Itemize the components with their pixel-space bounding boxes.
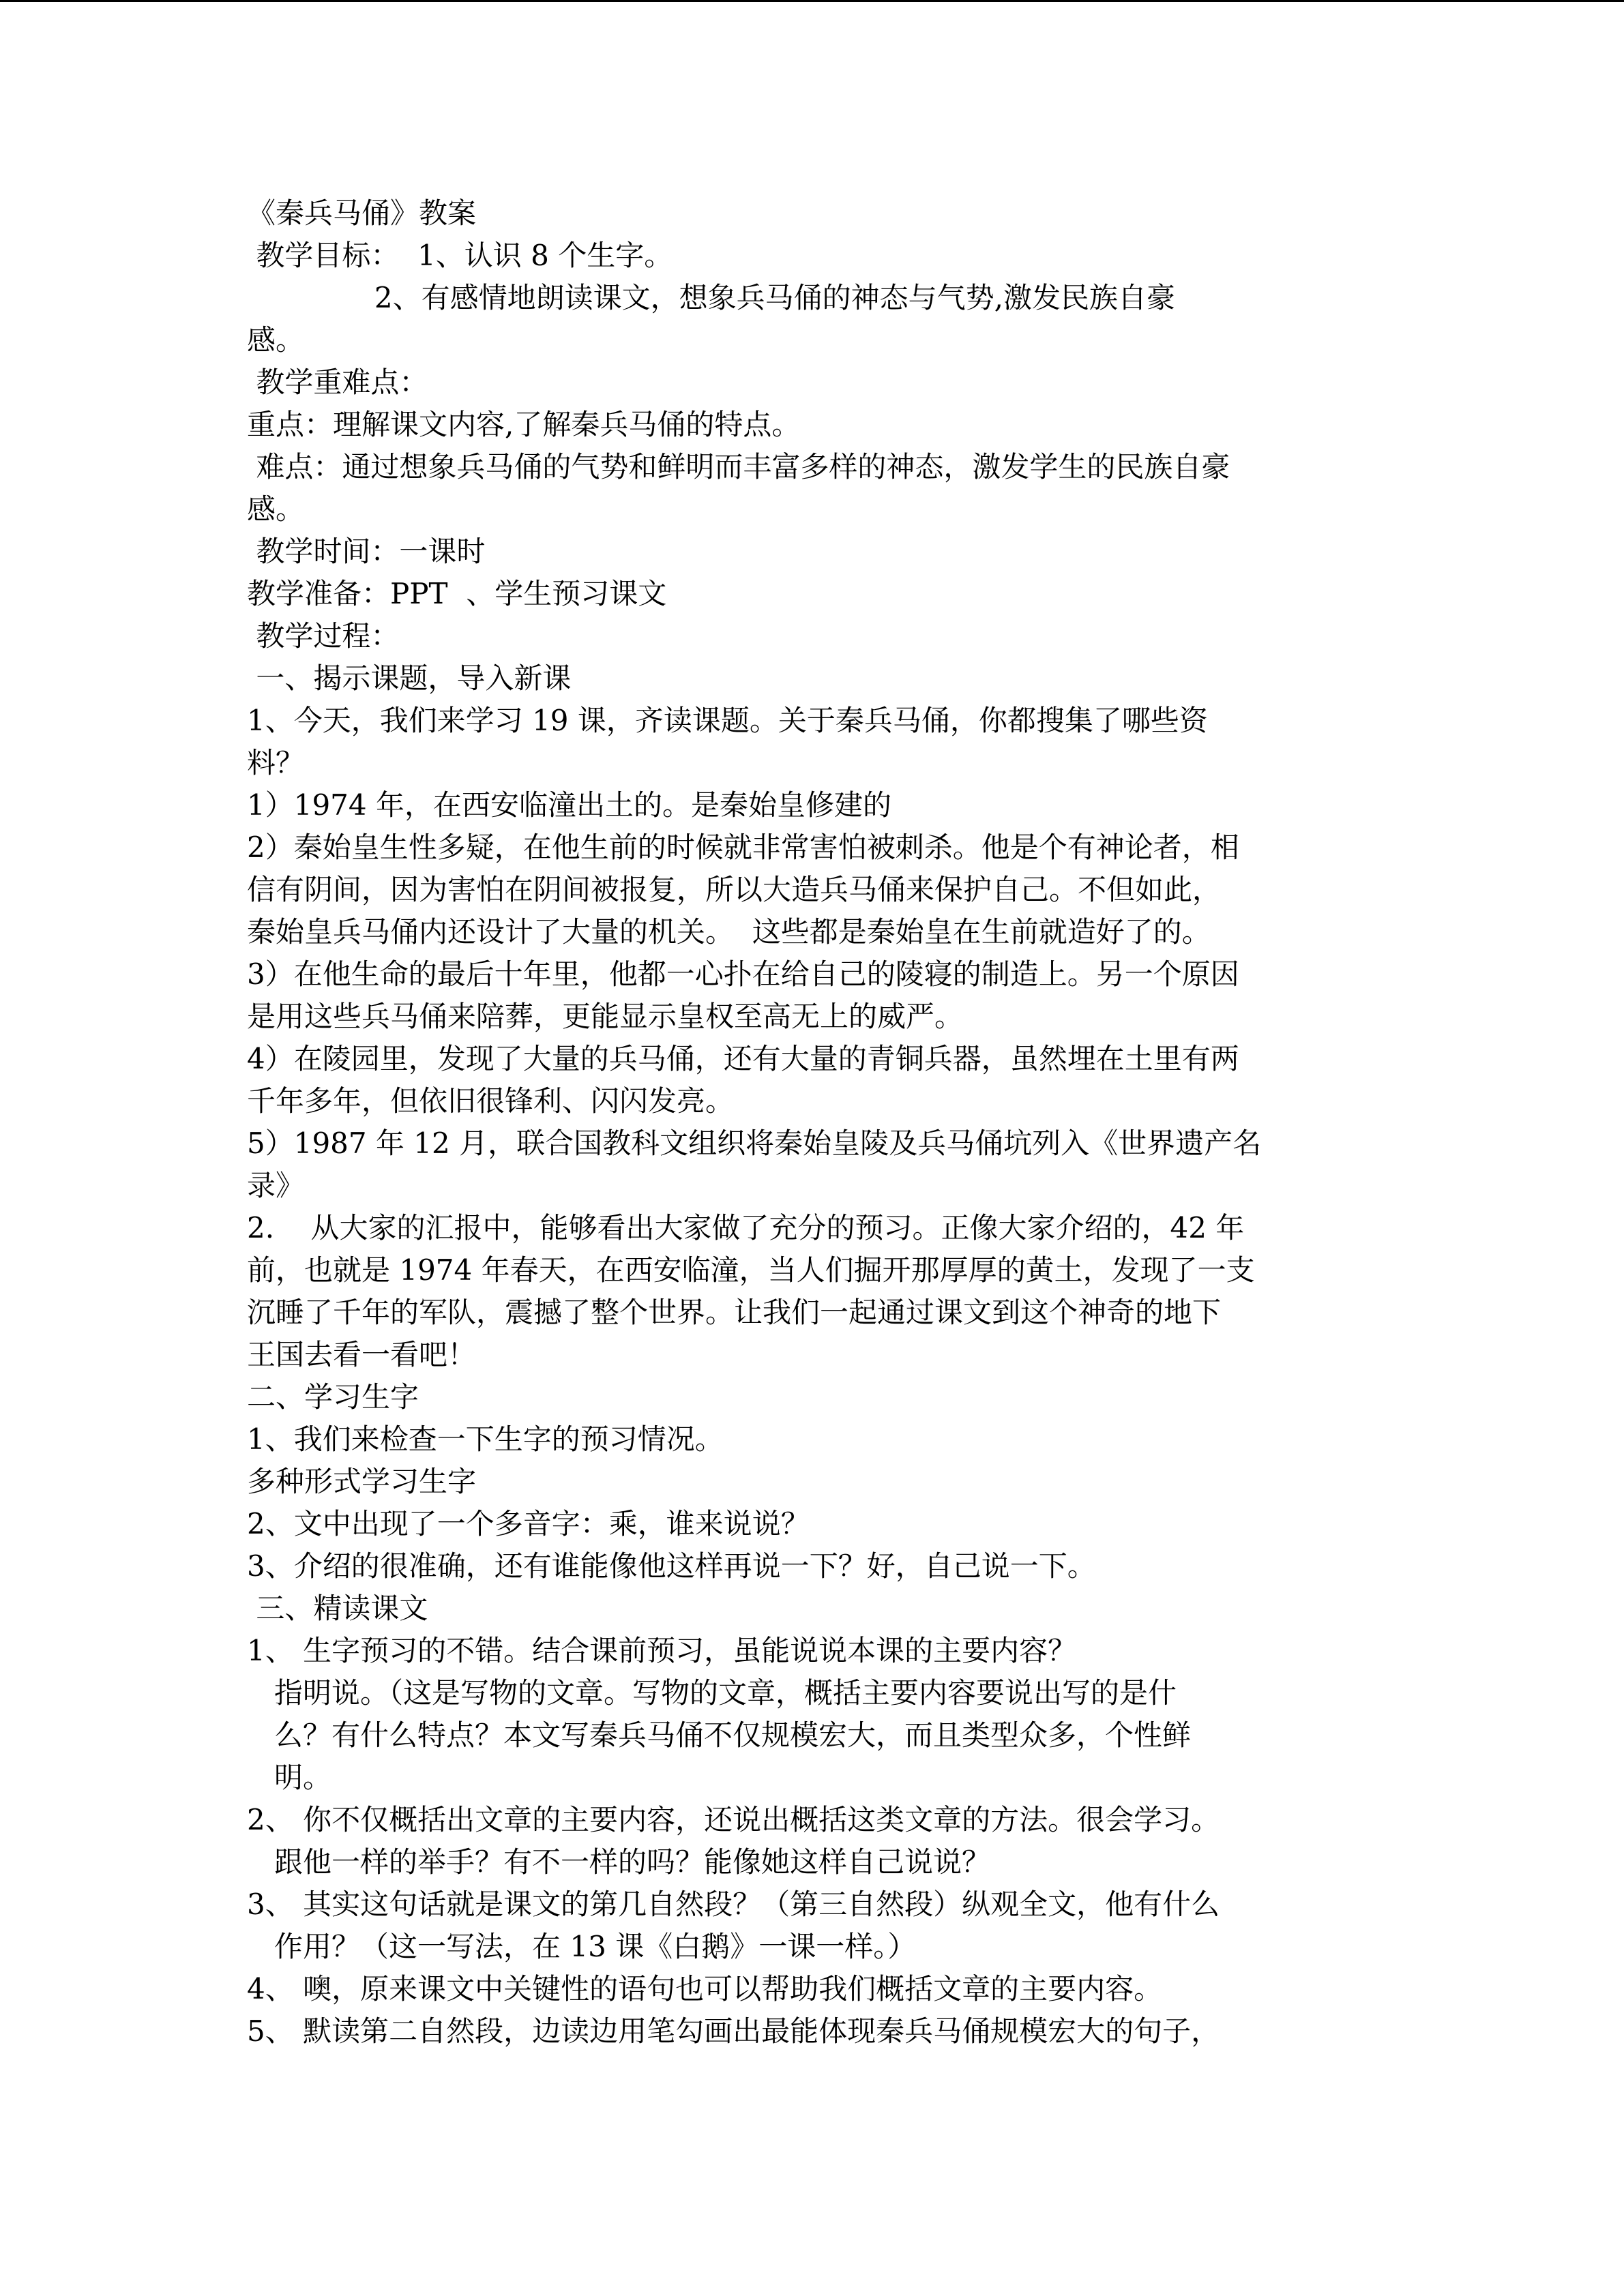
text-line: 1、我们来检查一下生字的预习情况。 (247, 1422, 724, 1456)
text-line: 前，也就是 1974 年春天，在西安临潼，当人们掘开那厚厚的黄土，发现了一支 (247, 1253, 1255, 1287)
text-line: 跟他一样的举手？有不一样的吗？能像她这样自己说说？ (247, 1845, 991, 1879)
text-line: 教学时间：一课时 (247, 535, 486, 568)
text-line: 教学重难点： (247, 366, 428, 399)
text-line: 2、文中出现了一个多音字：乘，谁来说说？ (247, 1507, 810, 1540)
text-line: 2、 你不仅概括出文章的主要内容，还说出概括这类文章的方法。很会学习。 (247, 1803, 1220, 1836)
text-line: 2、有感情地朗读课文，想象兵马俑的神态与气势,激发民族自豪 (247, 281, 1175, 314)
text-line: 重点：理解课文内容,了解秦兵马俑的特点。 (247, 408, 801, 441)
text-line: 1、 生字预习的不错。结合课前预习，虽能说说本课的主要内容？ (247, 1634, 1077, 1667)
text-line: 2. 从大家的汇报中，能够看出大家做了充分的预习。正像大家介绍的，42 年 (247, 1211, 1245, 1244)
text-line: 明。 (247, 1761, 332, 1794)
text-line: 教学准备：PPT 、学生预习课文 (247, 577, 667, 610)
text-line: 难点：通过想象兵马俑的气势和鲜明而丰富多样的神态，激发学生的民族自豪 (247, 450, 1230, 483)
text-line: 千年多年，但依旧很锋利、闪闪发亮。 (247, 1084, 735, 1118)
text-line: 3、 其实这句话就是课文的第几自然段？（第三自然段）纵观全文，他有什么 (247, 1888, 1220, 1921)
text-line: 是用这些兵马俑来陪葬，更能显示皇权至高无上的威严。 (247, 1000, 964, 1033)
text-line: 3）在他生命的最后十年里，他都一心扑在给自己的陵寝的制造上。另一个原因 (247, 957, 1239, 991)
document-body (247, 192, 1379, 2053)
text-line: 录》 (247, 1169, 305, 1202)
text-line: 王国去看一看吧！ (247, 1338, 477, 1371)
text-line: 么？有什么特点？本文写秦兵马俑不仅规模宏大，而且类型众多，个性鲜 (247, 1718, 1192, 1752)
doc-title: 《秦兵马俑》教案 (247, 196, 477, 230)
text-line: 4）在陵园里，发现了大量的兵马俑，还有大量的青铜兵器，虽然埋在土里有两 (247, 1042, 1239, 1075)
text-line: 5、 默读第二自然段，边读边用笔勾画出最能体现秦兵马俑规模宏大的句子， (247, 2014, 1220, 2048)
section-heading: 二、学习生字 (247, 1380, 419, 1414)
section-heading: 三、精读课文 (247, 1592, 428, 1625)
text-line: 3、介绍的很准确，还有谁能像他这样再说一下？好，自己说一下。 (247, 1549, 1096, 1583)
text-line: 教学过程： (247, 619, 400, 653)
text-line: 1）1974 年，在西安临潼出土的。是秦始皇修建的 (247, 788, 891, 822)
text-line: 1、今天，我们来学习 19 课，齐读课题。关于秦兵马俑，你都搜集了哪些资 (247, 704, 1208, 737)
text-line: 料？ (247, 746, 305, 779)
text-line: 多种形式学习生字 (247, 1465, 477, 1498)
text-line: 5）1987 年 12 月，联合国教科文组织将秦始皇陵及兵马俑坑列入《世界遗产名 (247, 1127, 1262, 1160)
text-line: 4、 噢，原来课文中关键性的语句也可以帮助我们概括文章的主要内容。 (247, 1972, 1163, 2006)
text-line: 感。 (247, 492, 305, 526)
top-border (0, 0, 1624, 2)
text-line: 沉睡了千年的军队，震撼了整个世界。让我们一起通过课文到这个神奇的地下 (247, 1296, 1222, 1329)
text-line: 教学目标： 1、认识 8 个生字。 (247, 239, 673, 272)
section-heading: 一、揭示课题，导入新课 (247, 661, 572, 695)
text-line: 感。 (247, 323, 305, 357)
text-line: 指明说。（这是写物的文章。写物的文章，概括主要内容要说出写的是什 (247, 1676, 1177, 1710)
text-line: 信有阴间，因为害怕在阴间被报复，所以大造兵马俑来保护自己。不但如此， (247, 873, 1222, 906)
text-line: 2）秦始皇生性多疑，在他生前的时候就非常害怕被刺杀。他是个有神论者，相 (247, 831, 1239, 864)
text-line: 秦始皇兵马俑内还设计了大量的机关。 这些都是秦始皇在生前就造好了的。 (247, 915, 1211, 949)
text-line: 作用？（这一写法，在 13 课《白鹅》一课一样。） (247, 1930, 917, 1963)
